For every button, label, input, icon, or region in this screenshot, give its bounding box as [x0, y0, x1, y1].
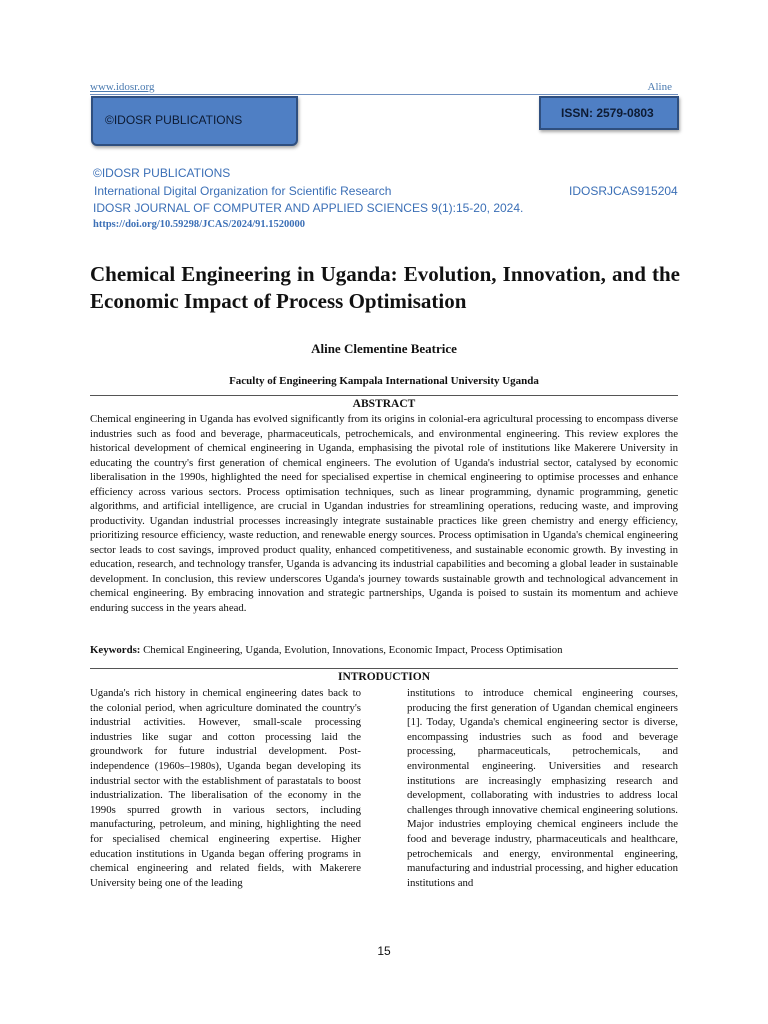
intro-top-rule	[90, 668, 678, 669]
abstract-body: Chemical engineering in Uganda has evolved significantly from its origins in colonial-era agricultural processing to encompass diverse industries such as food and beverage, pharmaceuticals, petrochemicals, and environmental engineering. This review explores the historical development of chemical engineering in Uganda, emphasising the pivotal role of institutions like Makerere University in educating the country's first generation of chemical engineers. The evolution of Uganda's industrial sector, catalysed by economic liberalisation in the 1990s, highlighted the need for specialised expertise in chemical engineering to optimise processes and enhance efficiency across various sectors. Process optimisation techniques, such as linear programming, dynamic programming, genetic algorithms, and artificial intelligence, are crucial in Ugandan industries for streamlining operations, reducing waste, and improving productivity. Ugandan industrial processes increasingly integrate sustainable practices like green chemistry and energy efficiency, prioritizing resource efficiency, waste reduction, and renewable energy sources. Process optimisation in Uganda's chemical engineering sector leads to cost savings, improved product quality, enhanced competitiveness, and sustainable economic growth. By investing in education, research, and technology transfer, Uganda is advancing its industrial capabilities and becoming a global leader in sustainable development. In conclusion, this review underscores Uganda's journey towards sustainable growth and technological advancement in chemical engineering. By embracing innovation and strategic partnerships, Uganda is poised to sustain its momentum and achieve enduring success in the years ahead.	[90, 413, 678, 614]
website-link[interactable]: www.idosr.org	[90, 81, 155, 93]
journal-line: IDOSR JOURNAL OF COMPUTER AND APPLIED SCIENCES 9(1):15-20, 2024.	[93, 201, 524, 215]
abstract-heading: ABSTRACT	[352, 398, 416, 410]
publisher-line: ©IDOSR PUBLICATIONS	[93, 166, 231, 180]
keywords-label: Keywords:	[90, 644, 141, 656]
abstract-top-rule	[90, 395, 678, 396]
introduction-heading: INTRODUCTION	[337, 671, 430, 683]
publisher-banner-text: ©IDOSR PUBLICATIONS	[105, 113, 243, 127]
introduction-left-column: Uganda's rich history in chemical engineering dates back to the colonial period, when agriculture dominated the country's industrial activities. However, small-scale processing industries like sugar and cotton processing laid the groundwork for future industrial development. Post-independence (1960s–1980s), Uganda began developing its industrial sector with the establishment of parastatals to boost industrialization. The liberalisation of the economy in the 1990s spurred growth in various sectors, including manufacturing, petroleum, and mining, highlighting the need for specialised chemical engineering expertise. Higher education institutions in Uganda began offering programs in chemical engineering and related fields, with Makerere University being one of the leading	[90, 687, 361, 889]
keywords-text: Chemical Engineering, Uganda, Evolution, Innovations, Economic Impact, Process Optimisation	[143, 644, 563, 656]
affiliation: Faculty of Engineering Kampala International University Uganda	[229, 375, 539, 387]
introduction-right-column: institutions to introduce chemical engineering courses, producing the first generation of Ugandan chemical engineers [1]. Today, Uganda's chemical engineering sector is diverse, encompassing industries such as food and beverage processing, pharmaceuticals, petrochemicals, and environmental engineering. Universities and research institutions are increasingly emphasizing research and development, collaborating with industries to address local challenges through innovative chemical engineering solutions. Major industries employing chemical engineers include the food and beverage industry, pharmaceuticals and healthcare, petrochemicals and energy, environmental engineering, manufacturing and industrial processing, and higher education institutions and	[407, 687, 678, 889]
article-title: Chemical Engineering in Uganda: Evolution, Innovation, and the Economic Impact of Process Optimisation	[90, 262, 680, 313]
doi-link[interactable]: https://doi.org/10.59298/JCAS/2024/91.1520000	[93, 219, 306, 230]
header-rule	[90, 94, 678, 95]
organization-line: International Digital Organization for Scientific Research	[94, 184, 392, 198]
publisher-banner	[91, 96, 298, 146]
author-name: Aline Clementine Beatrice	[311, 341, 457, 356]
running-author: Aline	[647, 81, 672, 93]
article-code: IDOSRJCAS915204	[569, 184, 678, 198]
issn-text: ISSN: 2579-0803	[561, 106, 654, 120]
issn-banner	[539, 96, 679, 130]
page-number: 15	[377, 944, 391, 958]
keywords	[90, 643, 678, 658]
